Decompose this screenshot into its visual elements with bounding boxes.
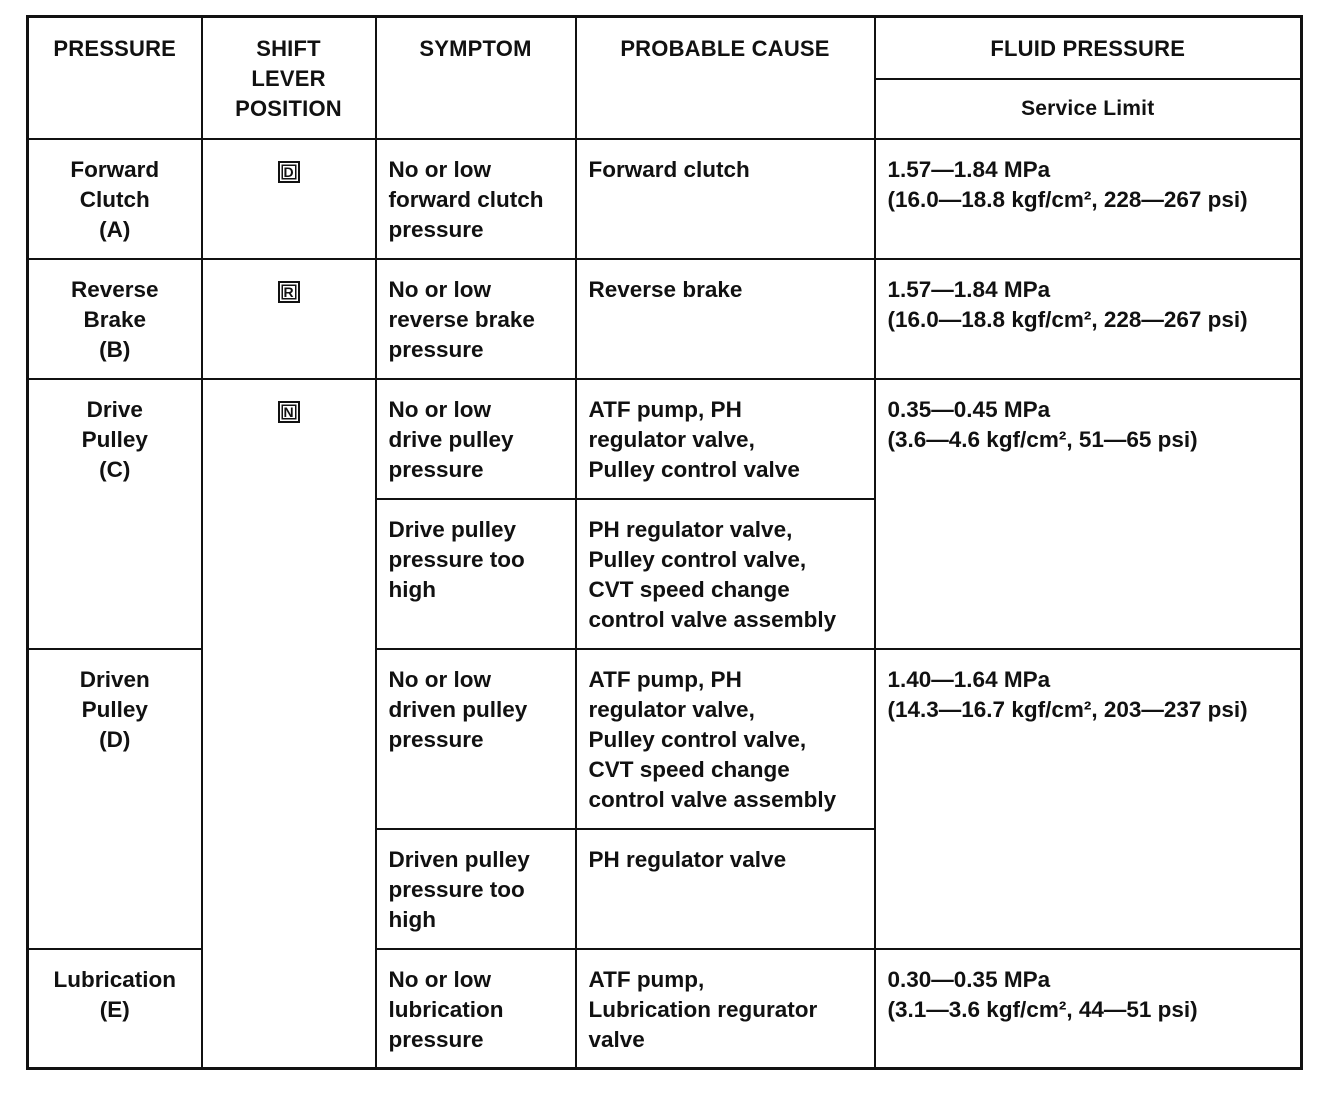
service-limit-cell: 1.40—1.64 MPa (14.3—16.7 kgf/cm², 203—237 psi) [875, 649, 1302, 949]
header-symptom: SYMPTOM [376, 17, 576, 139]
symptom-cell: No or low driven pulley pressure [376, 649, 576, 829]
cause-cell: ATF pump, PH regulator valve, Pulley control valve, CVT speed change control valve assembly [576, 649, 875, 829]
service-limit-cell: 0.30—0.35 MPa (3.1—3.6 kgf/cm², 44—51 psi) [875, 949, 1302, 1069]
cause-cell: PH regulator valve, Pulley control valve, CVT speed change control valve assembly [576, 499, 875, 649]
header-fluid-pressure: FLUID PRESSURE [875, 17, 1302, 79]
symptom-cell: Driven pulley pressure too high [376, 829, 576, 949]
position-d-icon: D [278, 161, 300, 183]
shift-position-cell [202, 379, 376, 1069]
symptom-cell: No or low lubrication pressure [376, 949, 576, 1069]
service-limit-cell: 1.57—1.84 MPa (16.0—18.8 kgf/cm², 228—267 psi) [875, 139, 1302, 259]
position-r-icon: R [278, 281, 300, 303]
symptom-cell: No or low forward clutch pressure [376, 139, 576, 259]
pressure-cell: Drive Pulley (C) [28, 379, 202, 649]
cause-cell: ATF pump, PH regulator valve, Pulley control valve [576, 379, 875, 499]
cause-cell: Forward clutch [576, 139, 875, 259]
shift-position-cell [202, 139, 376, 259]
header-shift-lever-position: SHIFT LEVER POSITION [202, 17, 376, 139]
symptom-cell: Drive pulley pressure too high [376, 499, 576, 649]
service-limit-cell: 0.35—0.45 MPa (3.6—4.6 kgf/cm², 51—65 psi) [875, 379, 1302, 649]
header-service-limit: Service Limit [875, 79, 1302, 139]
table-row [28, 379, 1302, 499]
service-limit-cell: 1.57—1.84 MPa (16.0—18.8 kgf/cm², 228—267 psi) [875, 259, 1302, 379]
symptom-cell: No or low drive pulley pressure [376, 379, 576, 499]
shift-position-cell [202, 259, 376, 379]
cause-cell: Reverse brake [576, 259, 875, 379]
table-row [28, 259, 1302, 379]
cause-cell: PH regulator valve [576, 829, 875, 949]
header-probable-cause: PROBABLE CAUSE [576, 17, 875, 139]
pressure-cell: Driven Pulley (D) [28, 649, 202, 949]
header-pressure: PRESSURE [28, 17, 202, 139]
cause-cell: ATF pump, Lubrication regurator valve [576, 949, 875, 1069]
pressure-cell: Lubrication (E) [28, 949, 202, 1069]
pressure-cell: Forward Clutch (A) [28, 139, 202, 259]
symptom-cell: No or low reverse brake pressure [376, 259, 576, 379]
position-n-icon: N [278, 401, 300, 423]
fluid-pressure-table [26, 15, 1303, 1070]
pressure-cell: Reverse Brake (B) [28, 259, 202, 379]
table-row [28, 139, 1302, 259]
